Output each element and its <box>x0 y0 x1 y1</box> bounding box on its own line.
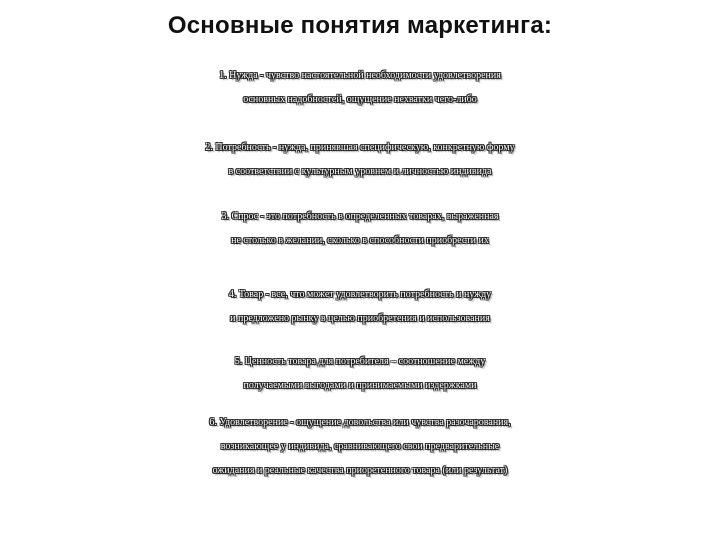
definition-line: 2. Потребность - нужда, принявшая специфическую, конкретную форму <box>205 142 515 153</box>
definition-line: 1. Нужда - чувство настоятельной необходимости удовлетворения <box>219 70 501 81</box>
definition-line: в соответствии с культурным уровнем и личностью индивида <box>228 166 492 177</box>
definition-value <box>0 350 720 398</box>
definition-line: 3. Спрос - это потребность в определенных товарах, выраженная <box>221 211 499 222</box>
definition-demand <box>0 205 720 253</box>
definition-line: ожидания и реальные качества приоретенного товара (или результат) <box>212 465 508 476</box>
definition-satisfaction <box>0 411 720 483</box>
slide-title: Основные понятия маркетинга: <box>167 12 553 39</box>
definition-line: возникающее у индивида, сравнивающего свои предварительные <box>220 441 500 452</box>
definition-line: не столько в желании, сколько в способности приобрести их <box>231 235 489 246</box>
definition-want <box>0 136 720 184</box>
definition-line: основных надобностей, ощущение нехватки чего-либо <box>243 94 477 105</box>
definition-line: 6. Удовлетворение - ощущение довольства или чувства разочарования, <box>209 417 511 428</box>
definition-product <box>0 283 720 331</box>
definition-line: получаемыми выгодами и принимаемыми издержками <box>243 380 477 391</box>
definition-line: и предложено рынку в целью приобретения и использования <box>230 313 490 324</box>
definition-line: 4. Товар - все, что может удовлетворить потребность и нужду <box>228 289 492 300</box>
definition-need <box>0 64 720 112</box>
definition-line: 5. Ценность товара для потребителя – соотношение между <box>234 356 486 367</box>
